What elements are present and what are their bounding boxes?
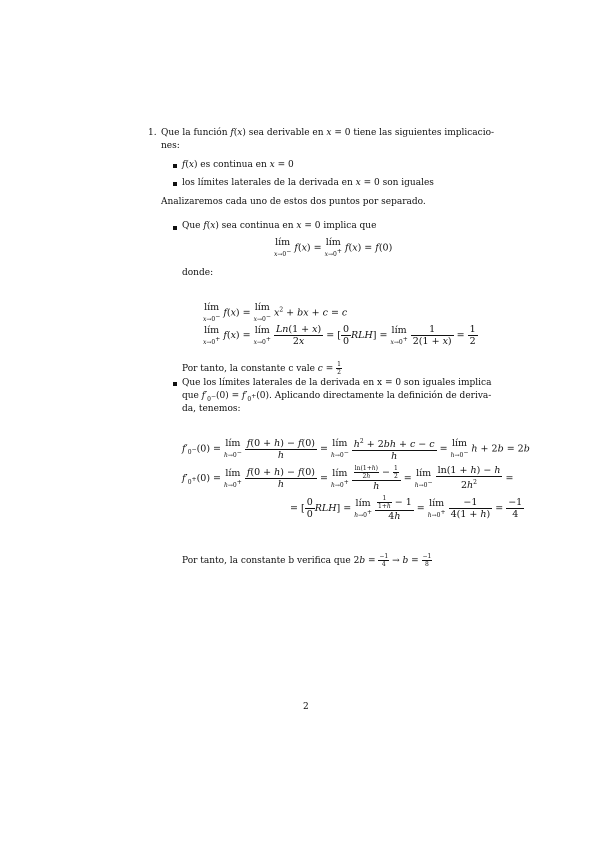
item-number: 1.: [148, 128, 157, 138]
bullet-derivative-summary: los límites laterales de la derivada en x = 0 son iguales: [182, 178, 434, 188]
right-limit-equation: lím x→0+ f(x) = lím x→0+ $\frac{Ln(1 + x)}{2x}$ = [ $\frac{0}{0}$ RLH] = lím x→0+ $\frac{1}{2(1 + x)}$ = $\frac{1}{2}$: [203, 324, 476, 347]
derivative-conclusion: Por tanto, la constante b verifica que 2b = $\frac{-1}{4}$ → b = $\frac{-1}{8}$: [182, 553, 432, 568]
page-number: 2: [303, 702, 309, 712]
analyze-text: Analizaremos cada uno de estos dos puntos por separado.: [161, 197, 426, 207]
derivative-bullet-line-1: Que los límites laterales de la derivada en x = 0 son iguales implica: [182, 378, 492, 388]
derivative-bullet-line-2: que $f'_{0^-}(0) = f'_{0^+}(0)$. Aplicando directamente la definición de deriva-: [182, 391, 492, 403]
donde-label: donde:: [182, 268, 214, 278]
bullet-marker: [173, 382, 177, 386]
continuity-bullet-text: Que f(x) sea continua en x = 0 implica que: [182, 221, 377, 231]
bullet-marker: [173, 182, 177, 186]
rlh-continuation-equation: = [ $\frac{0}{0}$ RLH] = lím h→0+ $\frac{1}{1+h}$ − 1 4h = lím h→0+ $\frac{-1}{4(1 + h)}$ = $\frac{-1}{4}$: [290, 495, 523, 522]
left-derivative-equation: $f'_{0^-}(0)$ = lím h→0− $\frac{f(0 + h) - f(0)}{h}$ = lím h→0− $\frac{h^2 + 2bh + c - c}{h}$ = lím h→0− h + 2b = 2b: [182, 437, 530, 463]
bullet-marker: [173, 226, 177, 230]
intro-line-2: nes:: [161, 141, 180, 151]
bullet-continuity-summary: f(x) es continua en x = 0: [182, 160, 294, 170]
left-limit-equation: lím x→0− f(x) = lím x→0− $x^2$ + bx + c = c: [203, 302, 348, 323]
continuity-equation: lím x→0− f(x) = lím x→0+ f(x) = f(0): [274, 237, 393, 258]
intro-line-1: Que la función f(x) sea derivable en x = 0 tiene las siguientes implicacio-: [161, 128, 495, 138]
right-derivative-equation: $f'_{0^+}(0)$ = lím h→0+ $\frac{f(0 + h) - f(0)}{h}$ = lím h→0+ $\frac{\ln(1+h)}{2h}$ − $\frac{1}{2}$ h = lím h→0− $\frac{\ln(1 + h) - h}{2h^2}$ =: [182, 465, 514, 492]
derivative-bullet-line-3: da, tenemos:: [182, 404, 241, 414]
bullet-marker: [173, 164, 177, 168]
continuity-conclusion: Por tanto, la constante c vale c = $\frac{1}{2}$: [182, 361, 341, 376]
